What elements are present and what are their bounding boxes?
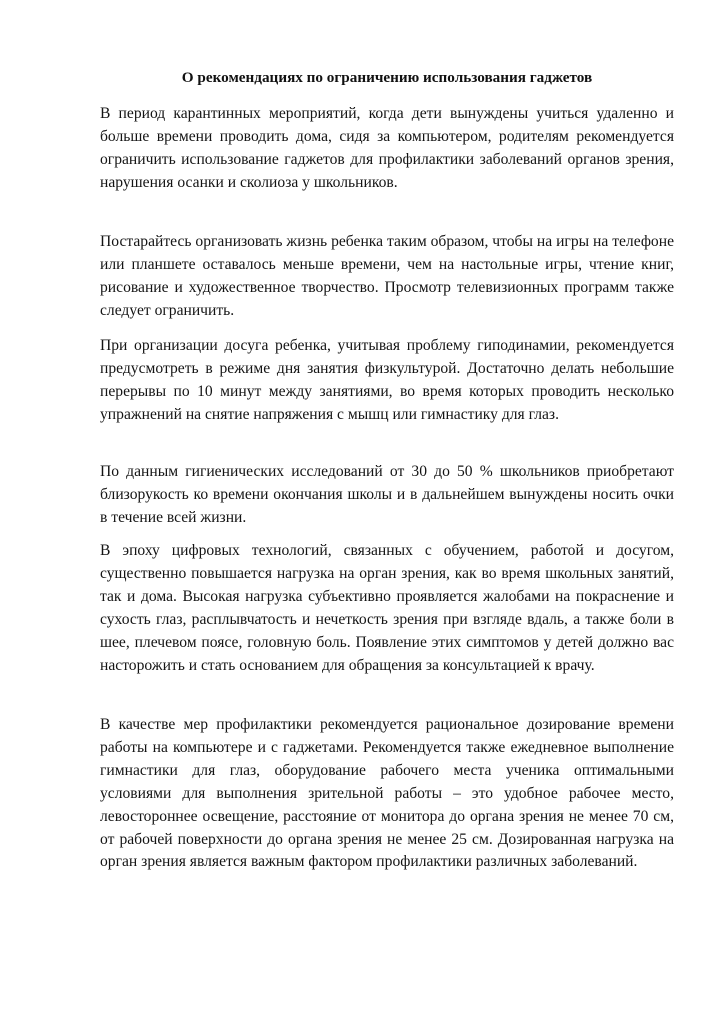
paragraph-prevention-measures: В качестве мер профилактики рекомендуется рациональное дозирование времени работы на компьютере и с гаджетами. Рекомендуется также ежедневное выполнение гимнастики для глаз, оборудование рабочего места ученика оптимальными условиями для выполнения зрительной работы – это удобное рабочее место, левостороннее освещение, расстояние от монитора до органа зрения не менее 70 см, от рабочей поверхности до органа зрения не менее 25 см. Дозированная нагрузка на орган зрения является важным фактором профилактики различных заболеваний. [100, 716, 674, 871]
paragraph-leisure-organization: Постарайтесь организовать жизнь ребенка таким образом, чтобы на игры на телефоне или планшете оставалось меньше времени, чем на настольные игры, чтение книг, рисование и художественное творчество. Просмотр телевизионных программ также следует ограничить. [100, 233, 674, 319]
paragraph-quarantine-gadgets: В период карантинных мероприятий, когда дети вынуждены учиться удаленно и больше времени проводить дома, сидя за компьютером, родителям рекомендуется ограничить использование гаджетов для профилактики заболеваний органов зрения, нарушения осанки и сколиоза у школьников. [100, 105, 674, 191]
paragraph-visual-load-symptoms: В эпоху цифровых технологий, связанных с обучением, работой и досугом, существенно повышается нагрузка на орган зрения, как во время школьных занятий, так и дома. Высокая нагрузка субъективно проявляется жалобами на покраснение и сухость глаз, расплывчатость и нечеткость зрения при взгляде вдаль, а также боли в шее, плечевом поясе, головную боль. Появление этих симптомов у детей должно вас насторожить и стать основанием для обращения за консультацией к врачу. [100, 542, 674, 674]
paragraph-myopia-statistics: По данным гигиенических исследований от 30 до 50 % школьников приобретают близорукость ко времени окончания школы и в дальнейшем вынуждены носить очки в течение всей жизни. [100, 463, 674, 526]
paragraph-physical-activity: При организации досуга ребенка, учитывая проблему гиподинамии, рекомендуется предусмотреть в режиме дня занятия физкультурой. Достаточно делать небольшие перерывы по 10 минут между занятиями, во время которых проводить несколько упражнений на снятие напряжения с мышц или гимнастику для глаз. [100, 337, 674, 423]
document-title: О рекомендациях по ограничению использования гаджетов [181, 69, 593, 86]
